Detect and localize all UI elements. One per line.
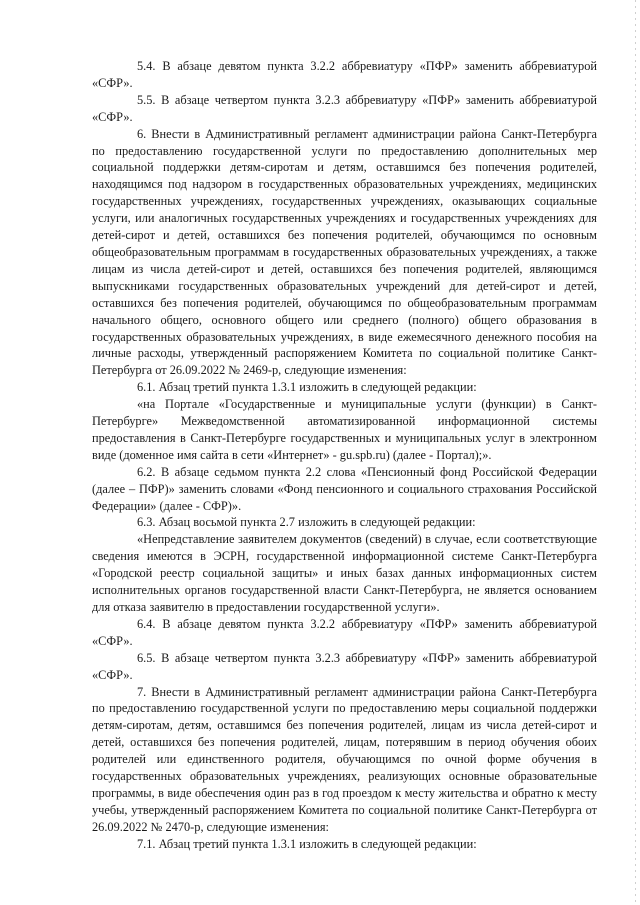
paragraph-6-4: 6.4. В абзаце девятом пункта 3.2.2 аббревиатуру «ПФР» заменить аббревиатурой «СФР». [92,616,597,648]
paragraph-6-5: 6.5. В абзаце четвертом пункта 3.2.3 аббревиатуру «ПФР» заменить аббревиатурой «СФР». [92,650,597,682]
paragraph-6-2: 6.2. В абзаце седьмом пункта 2.2 слова «Пенсионный фонд Российской Федерации (далее – ПФР)» заменить словами «Фонд пенсионного и социального страхования Российской Федерации» (далее - СФР)». [92,464,597,513]
scan-edge [635,0,636,905]
paragraph-5-4: 5.4. В абзаце девятом пункта 3.2.2 аббревиатуру «ПФР» заменить аббревиатурой «СФР». [92,59,597,90]
paragraph-7: 7. Внести в Административный регламент администрации района Санкт-Петербурга по предоставлению государственной услуги по предоставлению меры социальной поддержки детям-сиротам, детям, оставшимся без попечения родителей, лицам из числа детей-сирот и детей, оставшихся без попечения родителей, лицам, потерявшим в период обучения обоих родителей или единственного родителя, обучающимся по очной форме обучения в государственных образовательных учреждениях, реализующих основные образовательные программы, в виде обеспечения один раз в год проездом к месту жительства и обратно к месту учебы, утвержденный распоряжением Комитета по социальной политике Санкт-Петербурга от 26.09.2022 № 2470-р, следующие изменения: [92,684,597,834]
paragraph-6-1: 6.1. Абзац третий пункта 1.3.1 изложить в следующей редакции: [137,380,477,395]
paragraph-6-3-quote: «Непредставление заявителем документов (сведений) в случае, если соответствующие сведения имеются в ЭСРН, государственной информационной системе Санкт-Петербурга «Городской реестр социальной защиты» и иных базах данных информационных систем исполнительных органов государственной власти Санкт-Петербурга, не является основанием для отказа заявителю в предоставлении государственной услуги». [92,532,597,614]
paragraph-6-1-quote: «на Портале «Государственные и муниципальные услуги (функции) в Санкт-Петербурге» Межведомственной автоматизированной информационной системы предоставления в Санкт-Петербурге государственных и муниципальных услуг в электронном виде (доменное имя сайта в сети «Интернет» - gu.spb.ru) (далее - Портал);». [92,397,597,462]
paragraph-5-5: 5.5. В абзаце четвертом пункта 3.2.3 аббревиатуру «ПФР» заменить аббревиатурой «СФР». [92,92,597,124]
document-body [92,58,597,853]
paragraph-7-1: 7.1. Абзац третий пункта 1.3.1 изложить в следующей редакции: [137,836,477,851]
paragraph-6: 6. Внести в Административный регламент администрации района Санкт-Петербурга по предоставлению государственной услуги по предоставлению дополнительных мер социальной поддержки детям-сиротам и детям, оставшимся без попечения родителей, находящимся под надзором в государственных образовательных учреждениях, медицинских государственных учреждениях, государственных учреждениях, оказывающих социальные услуги, или аналогичных государственных учреждениях и государственных учреждениях для детей-сирот и детей, оставшихся без попечения родителей, обучающимся по основным общеобразовательным программам в государственных образовательных учреждениях, а также лицам из числа детей-сирот и детей, оставшихся без попечения родителей, являющимся выпускниками государственных образовательных учреждений для детей-сирот и детей, оставшихся без попечения родителей, обучающимся по общеобразовательным программам начального общего, основного общего или среднего (полного) общего образования в государственных образовательных учреждениях, в виде ежемесячного денежного пособия на личные расходы, утвержденный распоряжением Комитета по социальной политике Санкт-Петербурга от 26.09.2022 № 2469-р, следующие изменения: [92,126,597,378]
paragraph-6-3: 6.3. Абзац восьмой пункта 2.7 изложить в следующей редакции: [137,515,476,530]
